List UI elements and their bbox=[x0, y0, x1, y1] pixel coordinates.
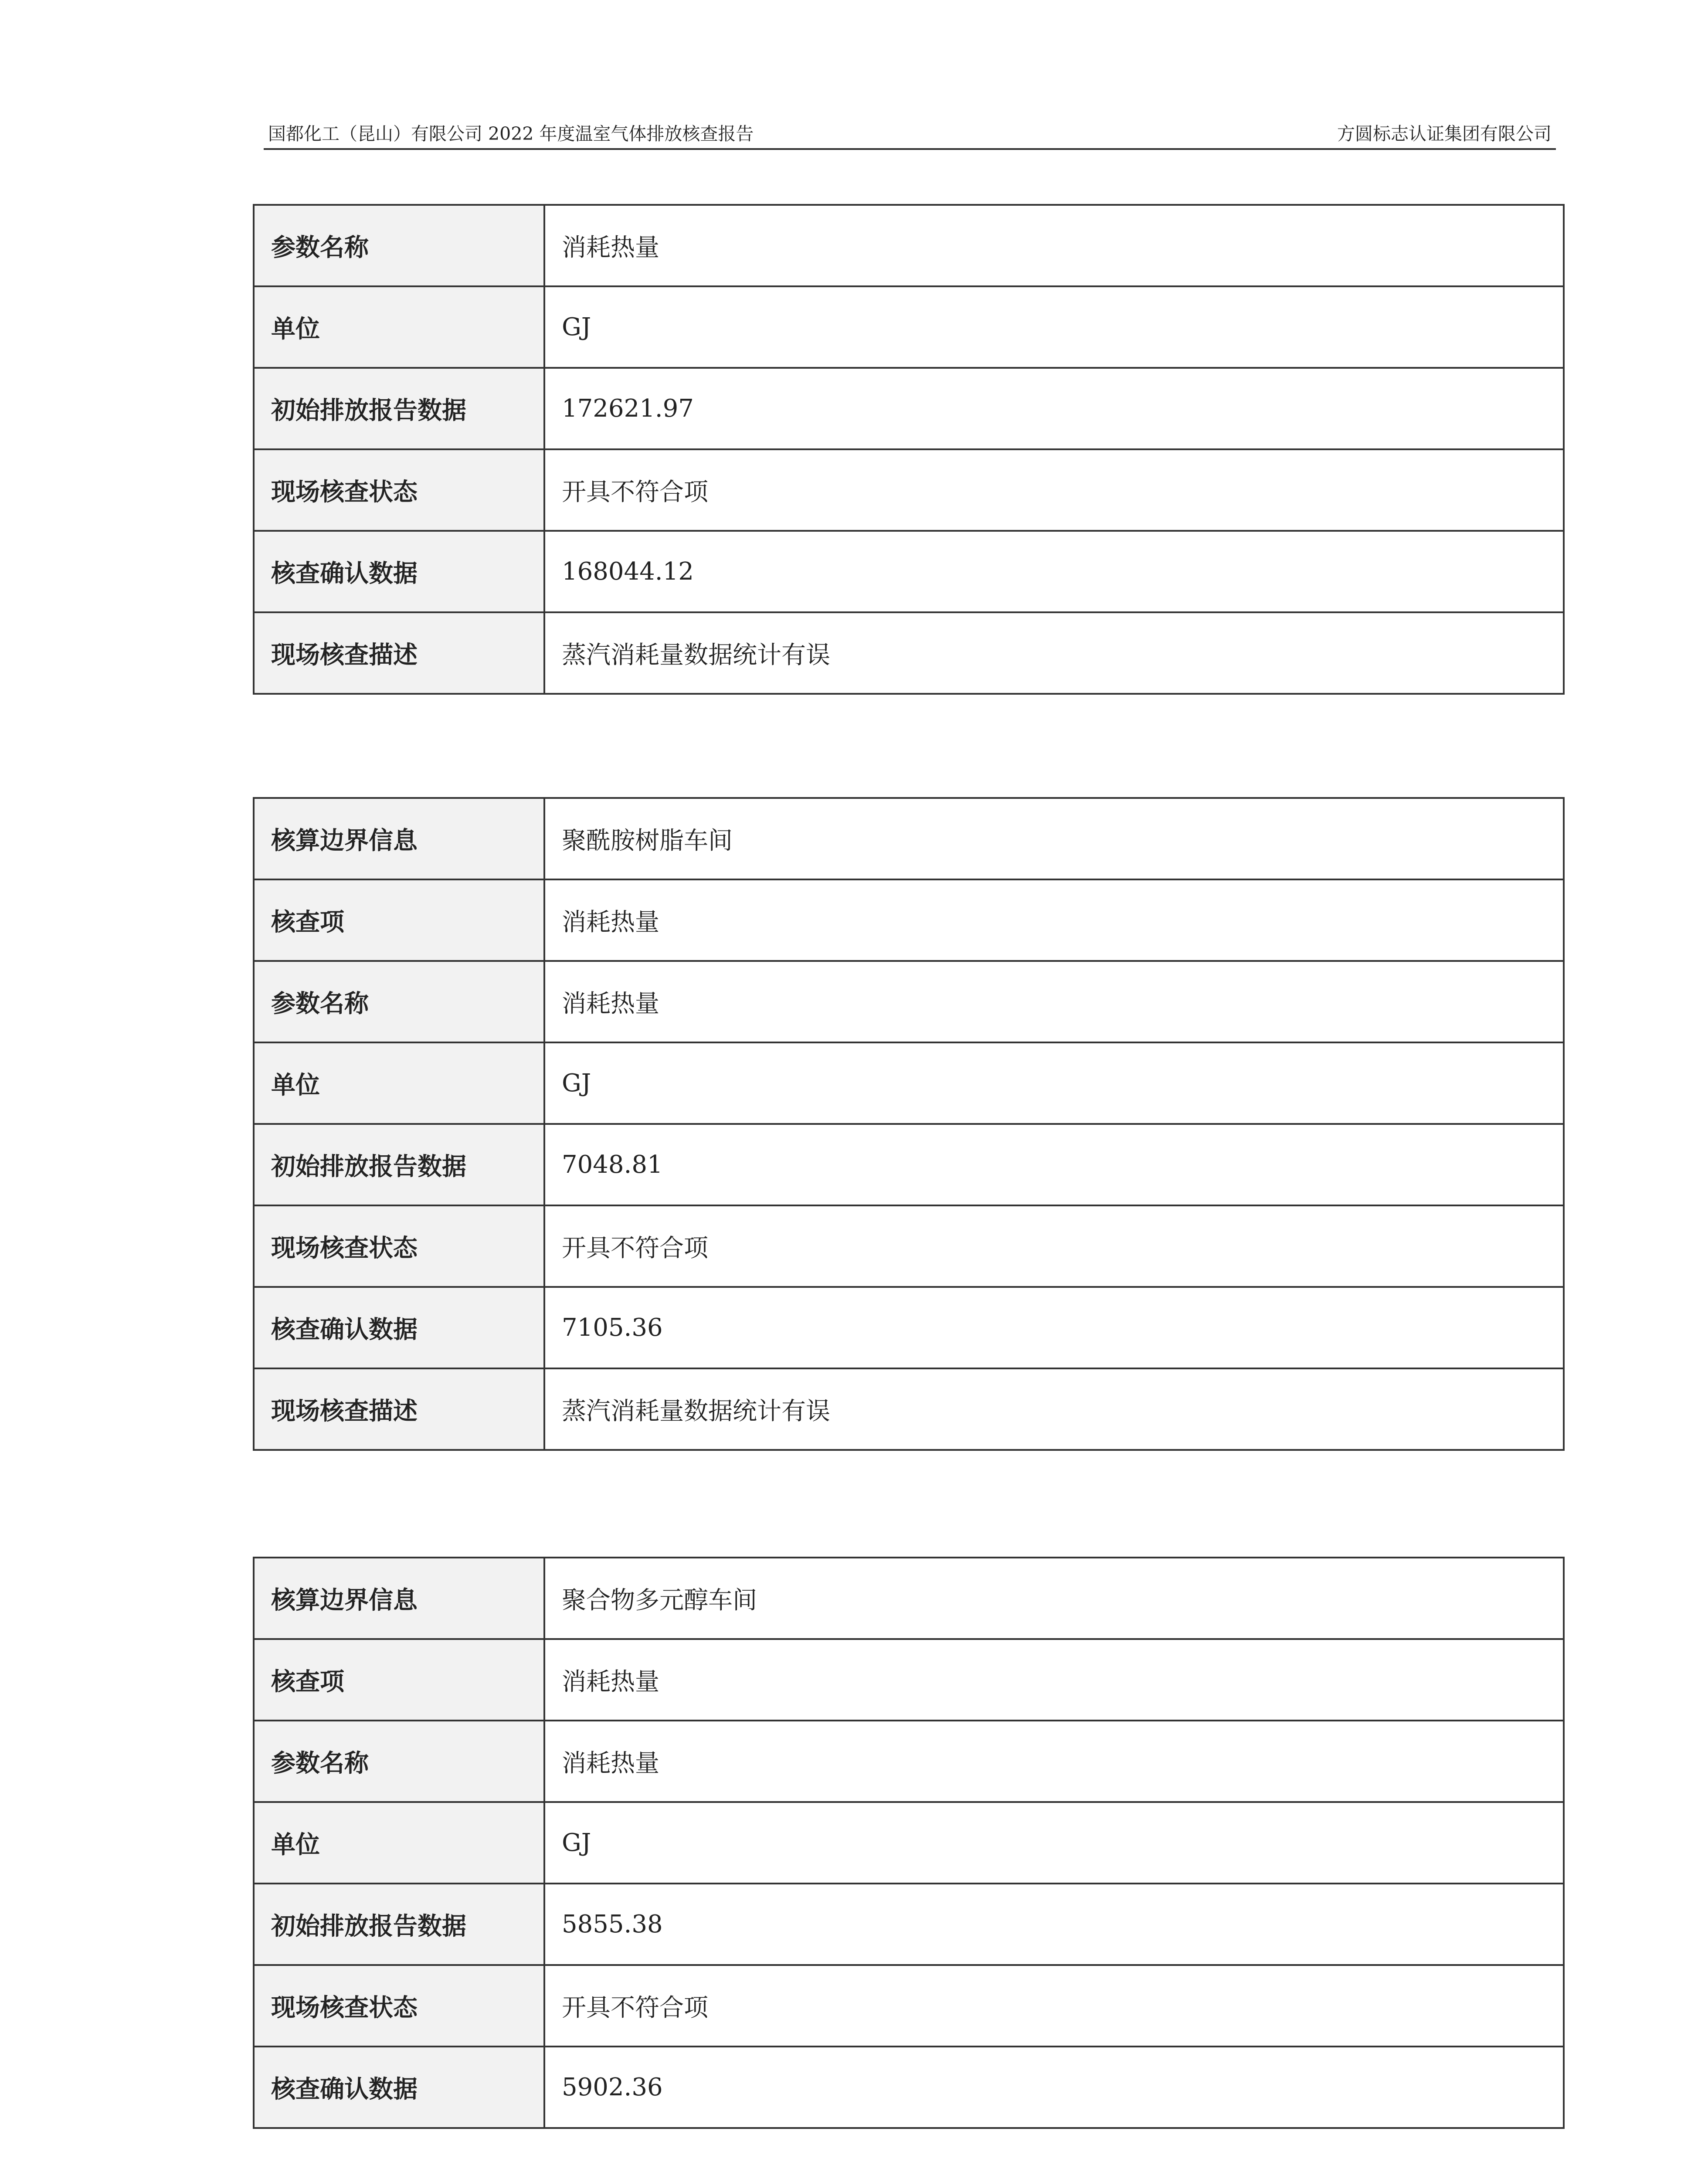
table-row bbox=[254, 612, 1564, 694]
row-label: 核查确认数据 bbox=[254, 2047, 544, 2128]
row-value: 聚酰胺树脂车间 bbox=[544, 798, 1564, 879]
table-row bbox=[254, 1884, 1564, 1965]
row-label: 单位 bbox=[254, 1802, 544, 1884]
table-row bbox=[254, 368, 1564, 449]
table-row bbox=[254, 1368, 1564, 1450]
row-value: 消耗热量 bbox=[544, 879, 1564, 961]
row-label: 核算边界信息 bbox=[254, 798, 544, 879]
table-row bbox=[254, 879, 1564, 961]
row-label: 现场核查状态 bbox=[254, 449, 544, 531]
row-label: 核查确认数据 bbox=[254, 531, 544, 612]
table-row bbox=[254, 1639, 1564, 1721]
verification-table-2 bbox=[253, 797, 1565, 1451]
table-row bbox=[254, 2047, 1564, 2128]
verification-table-3 bbox=[253, 1557, 1565, 2129]
row-value: 消耗热量 bbox=[544, 1721, 1564, 1802]
table-row bbox=[254, 961, 1564, 1042]
row-label: 单位 bbox=[254, 286, 544, 368]
row-value: 5902.36 bbox=[544, 2047, 1564, 2128]
row-value: 5855.38 bbox=[544, 1884, 1564, 1965]
table-row bbox=[254, 1721, 1564, 1802]
row-value: 消耗热量 bbox=[544, 1639, 1564, 1721]
header-report-title: 国都化工（昆山）有限公司 2022 年度温室气体排放核查报告 bbox=[268, 123, 754, 144]
row-label: 现场核查描述 bbox=[254, 1368, 544, 1450]
row-label: 初始排放报告数据 bbox=[254, 368, 544, 449]
row-value: GJ bbox=[544, 286, 1564, 368]
row-value: GJ bbox=[544, 1802, 1564, 1884]
row-label: 核查项 bbox=[254, 1639, 544, 1721]
row-label: 参数名称 bbox=[254, 205, 544, 286]
table-row bbox=[254, 1205, 1564, 1287]
verification-table-1 bbox=[253, 204, 1565, 695]
header-organization: 方圆标志认证集团有限公司 bbox=[1337, 123, 1552, 144]
table-row bbox=[254, 1802, 1564, 1884]
row-value: 开具不符合项 bbox=[544, 1205, 1564, 1287]
table-row bbox=[254, 449, 1564, 531]
table-body bbox=[254, 205, 1564, 694]
row-value: 172621.97 bbox=[544, 368, 1564, 449]
row-label: 核查确认数据 bbox=[254, 1287, 544, 1368]
row-label: 单位 bbox=[254, 1042, 544, 1124]
table-row bbox=[254, 1124, 1564, 1205]
row-label: 现场核查状态 bbox=[254, 1205, 544, 1287]
row-value: 聚合物多元醇车间 bbox=[544, 1558, 1564, 1639]
page-header bbox=[264, 118, 1556, 150]
row-label: 现场核查状态 bbox=[254, 1965, 544, 2047]
table-row bbox=[254, 1287, 1564, 1368]
table-body bbox=[254, 1558, 1564, 2128]
row-label: 初始排放报告数据 bbox=[254, 1124, 544, 1205]
row-label: 参数名称 bbox=[254, 961, 544, 1042]
row-value: GJ bbox=[544, 1042, 1564, 1124]
row-value: 开具不符合项 bbox=[544, 1965, 1564, 2047]
row-value: 消耗热量 bbox=[544, 205, 1564, 286]
row-value: 蒸汽消耗量数据统计有误 bbox=[544, 1368, 1564, 1450]
row-value: 蒸汽消耗量数据统计有误 bbox=[544, 612, 1564, 694]
row-value: 开具不符合项 bbox=[544, 449, 1564, 531]
row-label: 现场核查描述 bbox=[254, 612, 544, 694]
row-value: 168044.12 bbox=[544, 531, 1564, 612]
table-row bbox=[254, 798, 1564, 879]
row-value: 7105.36 bbox=[544, 1287, 1564, 1368]
table-row bbox=[254, 205, 1564, 286]
table-row bbox=[254, 1965, 1564, 2047]
row-value: 7048.81 bbox=[544, 1124, 1564, 1205]
row-label: 初始排放报告数据 bbox=[254, 1884, 544, 1965]
table-row bbox=[254, 531, 1564, 612]
row-label: 参数名称 bbox=[254, 1721, 544, 1802]
row-label: 核算边界信息 bbox=[254, 1558, 544, 1639]
table-row bbox=[254, 1558, 1564, 1639]
table-row bbox=[254, 1042, 1564, 1124]
table-row bbox=[254, 286, 1564, 368]
table-body bbox=[254, 798, 1564, 1450]
row-label: 核查项 bbox=[254, 879, 544, 961]
row-value: 消耗热量 bbox=[544, 961, 1564, 1042]
